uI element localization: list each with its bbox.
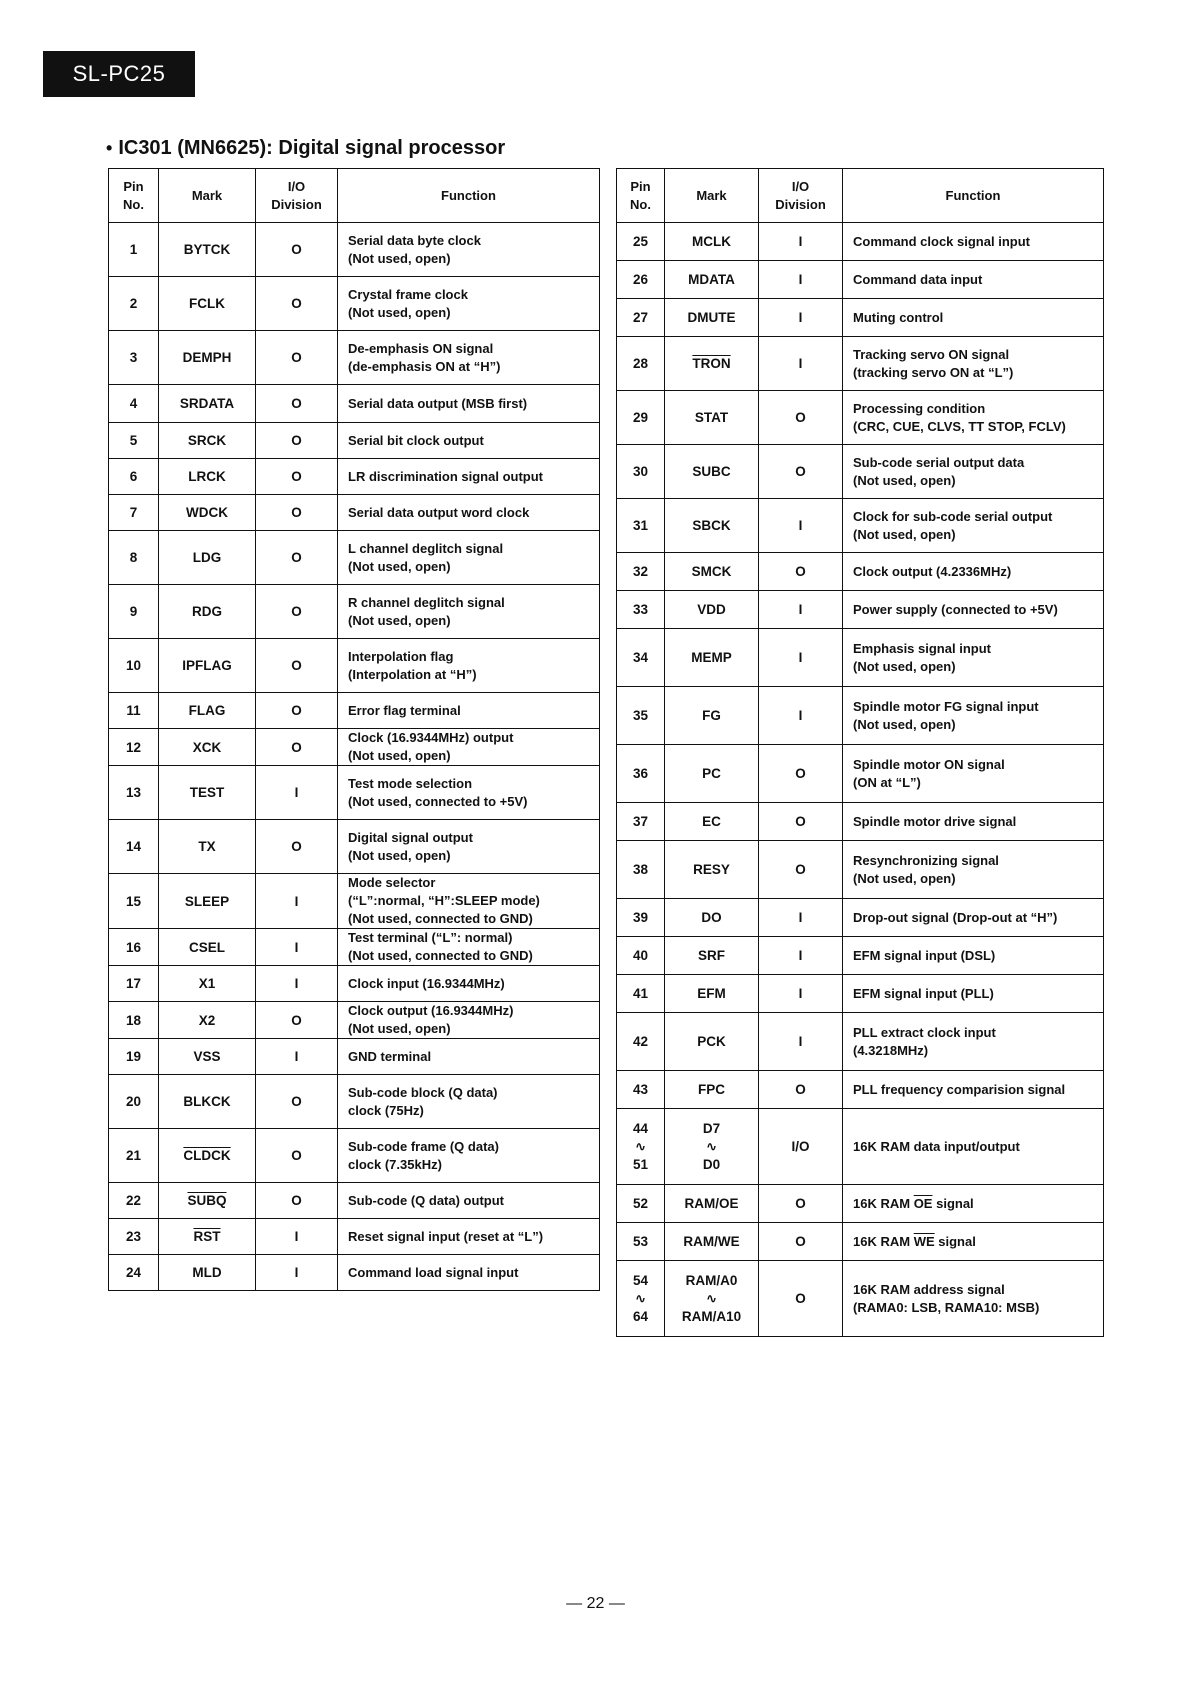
io-cell: I — [256, 1255, 338, 1291]
function-cell: Command data input — [843, 261, 1104, 299]
io-cell: I — [759, 499, 843, 553]
pin-cell: 20 — [109, 1075, 159, 1129]
table-row — [109, 929, 600, 966]
table-row — [617, 223, 1104, 261]
pin-cell: 54 ∿ 64 — [617, 1261, 665, 1337]
io-cell: O — [256, 1129, 338, 1183]
function-cell: Test mode selection (Not used, connected to +5V) — [338, 766, 600, 820]
io-cell: O — [256, 223, 338, 277]
io-cell: O — [256, 729, 338, 766]
pin-cell: 30 — [617, 445, 665, 499]
function-cell: Power supply (connected to +5V) — [843, 591, 1104, 629]
function-cell: Serial bit clock output — [338, 423, 600, 459]
table-row — [109, 585, 600, 639]
mark-cell: D7 ∿ D0 — [665, 1109, 759, 1185]
function-cell: Reset signal input (reset at “L”) — [338, 1219, 600, 1255]
pin-cell: 38 — [617, 841, 665, 899]
io-cell: O — [256, 585, 338, 639]
pin-cell: 34 — [617, 629, 665, 687]
function-cell: Serial data output word clock — [338, 495, 600, 531]
mark-cell: CSEL — [159, 929, 256, 966]
table-row — [617, 841, 1104, 899]
io-cell: I — [256, 766, 338, 820]
pin-table-right — [616, 168, 1104, 1337]
function-cell: Clock output (4.2336MHz) — [843, 553, 1104, 591]
mark-cell: XCK — [159, 729, 256, 766]
function-cell: Clock input (16.9344MHz) — [338, 966, 600, 1002]
mark-cell: FPC — [665, 1071, 759, 1109]
function-cell: De-emphasis ON signal (de-emphasis ON at “H”) — [338, 331, 600, 385]
table-row — [617, 899, 1104, 937]
table-row — [617, 1071, 1104, 1109]
mark-cell: MLD — [159, 1255, 256, 1291]
function-cell: L channel deglitch signal (Not used, open) — [338, 531, 600, 585]
table-row — [617, 1223, 1104, 1261]
function-cell: R channel deglitch signal (Not used, open) — [338, 585, 600, 639]
function-cell: Digital signal output (Not used, open) — [338, 820, 600, 874]
mark-cell: FLAG — [159, 693, 256, 729]
pin-cell: 2 — [109, 277, 159, 331]
io-cell: O — [759, 803, 843, 841]
mark-cell: FG — [665, 687, 759, 745]
model-badge: SL-PC25 — [43, 51, 195, 97]
pin-cell: 24 — [109, 1255, 159, 1291]
function-cell: Spindle motor ON signal (ON at “L”) — [843, 745, 1104, 803]
mark-cell: RESY — [665, 841, 759, 899]
table-row — [617, 299, 1104, 337]
function-cell: Mode selector (“L”:normal, “H”:SLEEP mode) (Not used, connected to GND) — [338, 874, 600, 929]
function-cell: Processing condition (CRC, CUE, CLVS, TT STOP, FCLV) — [843, 391, 1104, 445]
function-cell: Sub-code block (Q data) clock (75Hz) — [338, 1075, 600, 1129]
io-cell: I — [759, 1013, 843, 1071]
pin-cell: 15 — [109, 874, 159, 929]
table-row — [617, 1013, 1104, 1071]
table-row — [109, 495, 600, 531]
table-row — [109, 639, 600, 693]
mark-cell: LDG — [159, 531, 256, 585]
pin-cell: 44 ∿ 51 — [617, 1109, 665, 1185]
table-header-row — [617, 169, 1104, 223]
pin-cell: 1 — [109, 223, 159, 277]
table-row — [617, 629, 1104, 687]
function-cell: Crystal frame clock (Not used, open) — [338, 277, 600, 331]
pin-cell: 7 — [109, 495, 159, 531]
table-row — [617, 745, 1104, 803]
table-row — [617, 261, 1104, 299]
mark-cell: BYTCK — [159, 223, 256, 277]
pin-cell: 36 — [617, 745, 665, 803]
table-row — [109, 729, 600, 766]
table-row — [617, 1185, 1104, 1223]
io-cell: I — [759, 299, 843, 337]
pin-cell: 32 — [617, 553, 665, 591]
function-cell: Test terminal (“L”: normal) (Not used, connected to GND) — [338, 929, 600, 966]
mark-cell: DMUTE — [665, 299, 759, 337]
pin-cell: 52 — [617, 1185, 665, 1223]
io-cell: I — [759, 687, 843, 745]
io-cell: O — [256, 693, 338, 729]
pin-table-left — [108, 168, 600, 1291]
mark-cell: RDG — [159, 585, 256, 639]
io-cell: O — [759, 553, 843, 591]
function-cell: 16K RAM $\overline{WE}$ signal — [843, 1223, 1104, 1261]
io-cell: O — [256, 495, 338, 531]
table-row — [109, 223, 600, 277]
column-header-mark: Mark — [665, 169, 759, 223]
pin-cell: 19 — [109, 1039, 159, 1075]
table-row — [109, 1075, 600, 1129]
function-cell: Interpolation flag (Interpolation at “H”) — [338, 639, 600, 693]
pin-cell: 3 — [109, 331, 159, 385]
mark-cell: STAT — [665, 391, 759, 445]
io-cell: I — [759, 261, 843, 299]
pin-cell: 22 — [109, 1183, 159, 1219]
mark-cell: SRDATA — [159, 385, 256, 423]
table-row — [109, 1183, 600, 1219]
mark-cell: MEMP — [665, 629, 759, 687]
table-row — [617, 1261, 1104, 1337]
table-row — [617, 391, 1104, 445]
table-row — [617, 975, 1104, 1013]
function-cell: Spindle motor FG signal input (Not used, open) — [843, 687, 1104, 745]
function-cell: PLL extract clock input (4.3218MHz) — [843, 1013, 1104, 1071]
function-cell: Command clock signal input — [843, 223, 1104, 261]
function-cell: Emphasis signal input (Not used, open) — [843, 629, 1104, 687]
function-cell: EFM signal input (PLL) — [843, 975, 1104, 1013]
mark-cell: MCLK — [665, 223, 759, 261]
io-cell: I — [759, 223, 843, 261]
io-cell: O — [256, 1183, 338, 1219]
pin-cell: 14 — [109, 820, 159, 874]
column-header-function: Function — [843, 169, 1104, 223]
pin-cell: 35 — [617, 687, 665, 745]
table-row — [109, 385, 600, 423]
function-cell: GND terminal — [338, 1039, 600, 1075]
mark-cell: TRON — [665, 337, 759, 391]
io-cell: O — [759, 841, 843, 899]
mark-cell: PCK — [665, 1013, 759, 1071]
mark-cell: X2 — [159, 1002, 256, 1039]
table-row — [109, 693, 600, 729]
table-row — [109, 331, 600, 385]
mark-cell: RAM/OE — [665, 1185, 759, 1223]
mark-cell: SRF — [665, 937, 759, 975]
pin-cell: 10 — [109, 639, 159, 693]
pin-cell: 28 — [617, 337, 665, 391]
function-cell: Sub-code frame (Q data) clock (7.35kHz) — [338, 1129, 600, 1183]
pin-cell: 8 — [109, 531, 159, 585]
io-cell: O — [256, 277, 338, 331]
function-cell: Error flag terminal — [338, 693, 600, 729]
pin-cell: 21 — [109, 1129, 159, 1183]
pin-cell: 18 — [109, 1002, 159, 1039]
pin-cell: 37 — [617, 803, 665, 841]
column-header-function: Function — [338, 169, 600, 223]
pin-cell: 41 — [617, 975, 665, 1013]
mark-cell: RAM/A0 ∿ RAM/A10 — [665, 1261, 759, 1337]
function-cell: Clock output (16.9344MHz) (Not used, open) — [338, 1002, 600, 1039]
pin-cell: 39 — [617, 899, 665, 937]
pin-cell: 31 — [617, 499, 665, 553]
io-cell: I — [759, 937, 843, 975]
mark-cell: TEST — [159, 766, 256, 820]
table-row — [109, 423, 600, 459]
mark-cell: EC — [665, 803, 759, 841]
table-row — [109, 874, 600, 929]
io-cell: I — [759, 975, 843, 1013]
function-cell: Clock (16.9344MHz) output (Not used, open) — [338, 729, 600, 766]
table-row — [617, 499, 1104, 553]
io-cell: I — [759, 591, 843, 629]
mark-cell: SBCK — [665, 499, 759, 553]
mark-cell: $\overline{RST}$ — [159, 1219, 256, 1255]
pin-cell: 53 — [617, 1223, 665, 1261]
function-cell: Drop-out signal (Drop-out at “H”) — [843, 899, 1104, 937]
io-cell: I — [256, 874, 338, 929]
pin-cell: 17 — [109, 966, 159, 1002]
mark-cell: SUBQ — [159, 1183, 256, 1219]
table-row — [617, 937, 1104, 975]
table-header-row — [109, 169, 600, 223]
table-row — [109, 820, 600, 874]
column-header-pin: Pin No. — [109, 169, 159, 223]
io-cell: O — [256, 820, 338, 874]
mark-cell: SLEEP — [159, 874, 256, 929]
table-row — [109, 459, 600, 495]
mark-cell: SMCK — [665, 553, 759, 591]
table-row — [617, 337, 1104, 391]
io-cell: I — [256, 1039, 338, 1075]
mark-cell: EFM — [665, 975, 759, 1013]
pin-cell: 9 — [109, 585, 159, 639]
io-cell: O — [256, 531, 338, 585]
io-cell: O — [256, 1075, 338, 1129]
function-cell: Muting control — [843, 299, 1104, 337]
mark-cell: DO — [665, 899, 759, 937]
pin-cell: 4 — [109, 385, 159, 423]
mark-cell: TX — [159, 820, 256, 874]
io-cell: O — [256, 1002, 338, 1039]
table-row — [617, 687, 1104, 745]
function-cell: Serial data byte clock (Not used, open) — [338, 223, 600, 277]
column-header-mark: Mark — [159, 169, 256, 223]
io-cell: I — [256, 1219, 338, 1255]
table-row — [109, 277, 600, 331]
pin-cell: 25 — [617, 223, 665, 261]
mark-cell: BLKCK — [159, 1075, 256, 1129]
mark-cell: IPFLAG — [159, 639, 256, 693]
pin-cell: 43 — [617, 1071, 665, 1109]
mark-cell: RAM/WE — [665, 1223, 759, 1261]
table-row — [109, 1255, 600, 1291]
io-cell: O — [759, 391, 843, 445]
pin-cell: 40 — [617, 937, 665, 975]
function-cell: PLL frequency comparision signal — [843, 1071, 1104, 1109]
function-cell: 16K RAM address signal (RAMA0: LSB, RAMA10: MSB) — [843, 1261, 1104, 1337]
page-number: — 22 — — [566, 1595, 625, 1612]
io-cell: O — [256, 639, 338, 693]
pin-cell: 16 — [109, 929, 159, 966]
table-row — [617, 1109, 1104, 1185]
column-header-pin: Pin No. — [617, 169, 665, 223]
function-cell: 16K RAM $\overline{OE}$ signal — [843, 1185, 1104, 1223]
mark-cell: VDD — [665, 591, 759, 629]
io-cell: I/O — [759, 1109, 843, 1185]
function-cell: Sub-code (Q data) output — [338, 1183, 600, 1219]
mark-cell: VSS — [159, 1039, 256, 1075]
mark-cell: LRCK — [159, 459, 256, 495]
io-cell: O — [759, 1261, 843, 1337]
function-cell: EFM signal input (DSL) — [843, 937, 1104, 975]
function-cell: Spindle motor drive signal — [843, 803, 1104, 841]
pin-cell: 42 — [617, 1013, 665, 1071]
function-cell: Sub-code serial output data (Not used, open) — [843, 445, 1104, 499]
table-row — [617, 803, 1104, 841]
function-cell: LR discrimination signal output — [338, 459, 600, 495]
pin-cell: 27 — [617, 299, 665, 337]
mark-cell: WDCK — [159, 495, 256, 531]
io-cell: I — [256, 966, 338, 1002]
table-row — [109, 531, 600, 585]
pin-cell: 12 — [109, 729, 159, 766]
io-cell: O — [759, 445, 843, 499]
table-row — [109, 1129, 600, 1183]
io-cell: I — [759, 337, 843, 391]
function-cell: Serial data output (MSB first) — [338, 385, 600, 423]
io-cell: I — [256, 929, 338, 966]
function-cell: Tracking servo ON signal (tracking servo ON at “L”) — [843, 337, 1104, 391]
pin-cell: 26 — [617, 261, 665, 299]
mark-cell: DEMPH — [159, 331, 256, 385]
column-header-io: I/O Division — [759, 169, 843, 223]
table-row — [109, 766, 600, 820]
column-header-io: I/O Division — [256, 169, 338, 223]
io-cell: O — [759, 1223, 843, 1261]
pin-cell: 6 — [109, 459, 159, 495]
section-title-text: IC301 (MN6625): Digital signal processor — [118, 137, 506, 159]
io-cell: O — [256, 331, 338, 385]
table-row — [617, 553, 1104, 591]
mark-cell: FCLK — [159, 277, 256, 331]
bullet-icon: • — [106, 138, 113, 158]
io-cell: O — [759, 1071, 843, 1109]
function-cell: Resynchronizing signal (Not used, open) — [843, 841, 1104, 899]
io-cell: I — [759, 899, 843, 937]
table-row — [109, 966, 600, 1002]
mark-cell: SUBC — [665, 445, 759, 499]
mark-cell: MDATA — [665, 261, 759, 299]
function-cell: Clock for sub-code serial output (Not used, open) — [843, 499, 1104, 553]
pin-cell: 5 — [109, 423, 159, 459]
table-row — [109, 1219, 600, 1255]
pin-cell: 11 — [109, 693, 159, 729]
table-row — [109, 1039, 600, 1075]
table-row — [617, 445, 1104, 499]
mark-cell: CLDCK — [159, 1129, 256, 1183]
table-row — [617, 591, 1104, 629]
io-cell: O — [759, 745, 843, 803]
io-cell: O — [256, 459, 338, 495]
io-cell: O — [256, 423, 338, 459]
table-row — [109, 1002, 600, 1039]
io-cell: O — [256, 385, 338, 423]
io-cell: O — [759, 1185, 843, 1223]
function-cell: Command load signal input — [338, 1255, 600, 1291]
mark-cell: X1 — [159, 966, 256, 1002]
pin-cell: 23 — [109, 1219, 159, 1255]
mark-cell: SRCK — [159, 423, 256, 459]
io-cell: I — [759, 629, 843, 687]
section-title — [106, 137, 505, 160]
pin-cell: 29 — [617, 391, 665, 445]
pin-cell: 33 — [617, 591, 665, 629]
pin-cell: 13 — [109, 766, 159, 820]
function-cell: 16K RAM data input/output — [843, 1109, 1104, 1185]
mark-cell: PC — [665, 745, 759, 803]
